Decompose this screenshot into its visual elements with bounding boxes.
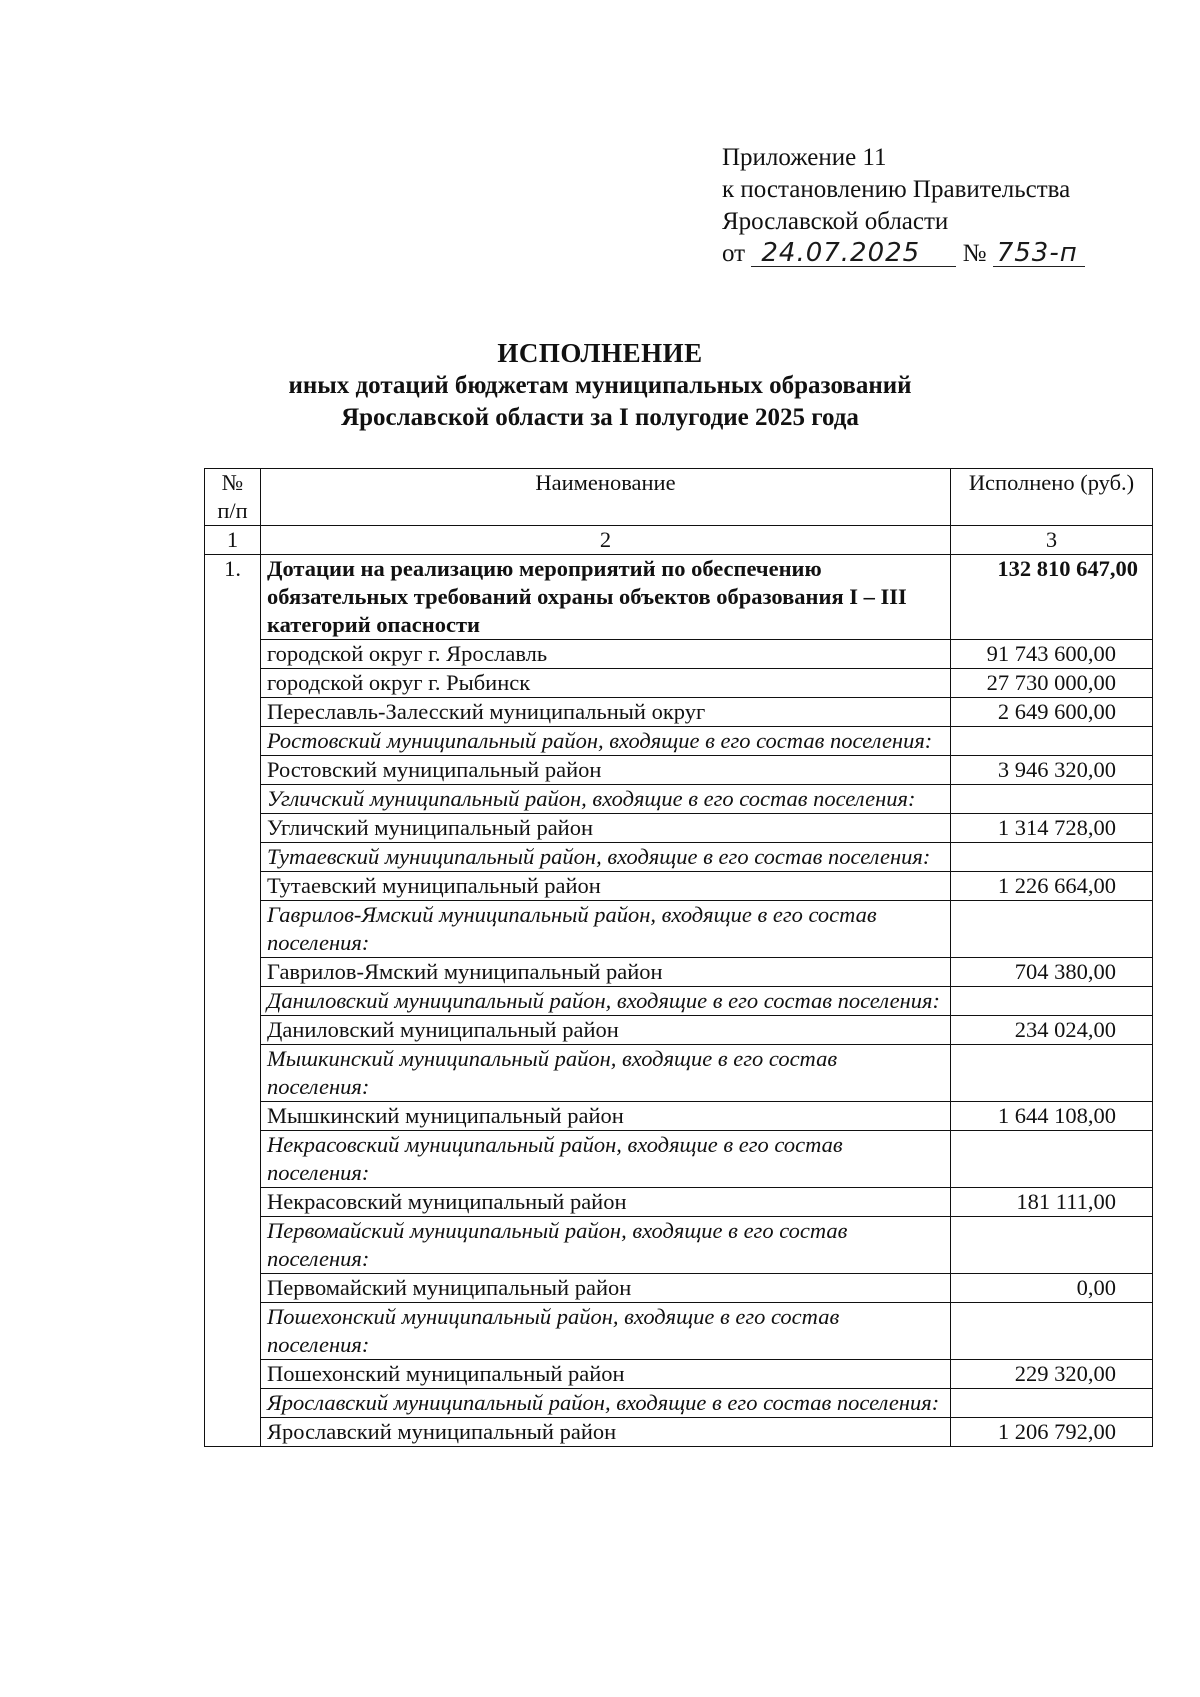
table-row	[205, 958, 1153, 987]
appendix-block	[722, 142, 1085, 270]
number-label: №	[962, 240, 987, 267]
row-amount	[951, 1045, 1153, 1102]
document-subtitle-1: иных дотаций бюджетам муниципальных образований	[288, 372, 912, 399]
table-row	[205, 785, 1153, 814]
row-amount: 181 111,00	[951, 1188, 1153, 1217]
row-amount: 91 743 600,00	[951, 640, 1153, 669]
table-row	[205, 1360, 1153, 1389]
row-name: Ростовский муниципальный район, входящие в его состав поселения:	[261, 727, 951, 756]
table-row	[205, 1389, 1153, 1418]
row-amount: 3 946 320,00	[951, 756, 1153, 785]
table-row	[205, 814, 1153, 843]
row-amount: 1 226 664,00	[951, 872, 1153, 901]
column-number-row	[205, 526, 1153, 555]
row-amount	[951, 843, 1153, 872]
table-row	[205, 1188, 1153, 1217]
row-name: Первомайский муниципальный район, входящие в его состав поселения:	[261, 1217, 951, 1274]
appendix-line-3: Ярославской области	[722, 208, 949, 235]
row-amount: 27 730 000,00	[951, 669, 1153, 698]
row-name: Даниловский муниципальный район	[261, 1016, 951, 1045]
row-name: Ростовский муниципальный район	[261, 756, 951, 785]
col-number-1: 1	[205, 526, 261, 555]
appendix-date-line	[722, 238, 1085, 270]
row-name: Ярославский муниципальный район	[261, 1418, 951, 1447]
table-row	[205, 727, 1153, 756]
col-number-3: 3	[951, 526, 1153, 555]
table-row	[205, 1016, 1153, 1045]
appendix-line-1: Приложение 11	[722, 144, 887, 171]
table-row	[205, 1217, 1153, 1274]
row-name: Некрасовский муниципальный район, входящие в его состав поселения:	[261, 1131, 951, 1188]
row-amount: 234 024,00	[951, 1016, 1153, 1045]
document-subtitle-2: Ярославской области за I полугодие 2025 года	[341, 404, 859, 431]
row-amount: 229 320,00	[951, 1360, 1153, 1389]
document-title: ИСПОЛНЕНИЕ	[497, 338, 703, 368]
section-row	[205, 555, 1153, 640]
table-row	[205, 669, 1153, 698]
row-name: Гаврилов-Ямский муниципальный район	[261, 958, 951, 987]
row-amount	[951, 1303, 1153, 1360]
row-name: Некрасовский муниципальный район	[261, 1188, 951, 1217]
section-number: 1.	[205, 555, 261, 1447]
row-amount	[951, 987, 1153, 1016]
row-name: Угличский муниципальный район, входящие в его состав поселения:	[261, 785, 951, 814]
table-row	[205, 1131, 1153, 1188]
row-amount: 1 314 728,00	[951, 814, 1153, 843]
row-name: Пошехонский муниципальный район	[261, 1360, 951, 1389]
appendix-line-2: к постановлению Правительства	[722, 176, 1071, 203]
row-amount	[951, 785, 1153, 814]
row-amount: 0,00	[951, 1274, 1153, 1303]
section-amount: 132 810 647,00	[951, 555, 1153, 640]
row-name: Тутаевский муниципальный район, входящие в его состав поселения:	[261, 843, 951, 872]
row-amount	[951, 727, 1153, 756]
row-name: Первомайский муниципальный район	[261, 1274, 951, 1303]
row-name: Ярославский муниципальный район, входящие в его состав поселения:	[261, 1389, 951, 1418]
table-row	[205, 640, 1153, 669]
row-name: городской округ г. Ярославль	[261, 640, 951, 669]
execution-table	[204, 468, 1153, 1447]
row-name: Мышкинский муниципальный район, входящие в его состав поселения:	[261, 1045, 951, 1102]
row-name: Мышкинский муниципальный район	[261, 1102, 951, 1131]
row-name: Гаврилов-Ямский муниципальный район, входящие в его состав поселения:	[261, 901, 951, 958]
from-label: от	[722, 240, 746, 267]
row-amount	[951, 1217, 1153, 1274]
table-row	[205, 1303, 1153, 1360]
row-name: Пошехонский муниципальный район, входящие в его состав поселения:	[261, 1303, 951, 1360]
table-row	[205, 1045, 1153, 1102]
table-row	[205, 1418, 1153, 1447]
row-amount	[951, 1389, 1153, 1418]
table-row	[205, 872, 1153, 901]
header-name: Наименование	[261, 469, 951, 526]
table-row	[205, 1102, 1153, 1131]
row-name: Переславль-Залесский муниципальный округ	[261, 698, 951, 727]
row-amount	[951, 901, 1153, 958]
table-row	[205, 756, 1153, 785]
table-row	[205, 901, 1153, 958]
table-row	[205, 987, 1153, 1016]
row-name: Тутаевский муниципальный район	[261, 872, 951, 901]
row-amount: 1 644 108,00	[951, 1102, 1153, 1131]
row-amount: 704 380,00	[951, 958, 1153, 987]
row-name: городской округ г. Рыбинск	[261, 669, 951, 698]
row-amount: 1 206 792,00	[951, 1418, 1153, 1447]
row-name: Угличский муниципальный район	[261, 814, 951, 843]
header-amount: Исполнено (руб.)	[951, 469, 1153, 526]
col-number-2: 2	[261, 526, 951, 555]
row-name: Даниловский муниципальный район, входящие в его состав поселения:	[261, 987, 951, 1016]
row-amount	[951, 1131, 1153, 1188]
handwritten-date: 24.07.2025	[751, 240, 956, 267]
section-name: Дотации на реализацию мероприятий по обеспечению обязательных требований охраны объектов образования I – III категорий опасности	[261, 555, 951, 640]
header-num: № п/п	[205, 469, 261, 526]
table-row	[205, 843, 1153, 872]
table-header-row	[205, 469, 1153, 526]
row-amount: 2 649 600,00	[951, 698, 1153, 727]
table-row	[205, 698, 1153, 727]
handwritten-number: 753-п	[993, 240, 1085, 267]
table-row	[205, 1274, 1153, 1303]
